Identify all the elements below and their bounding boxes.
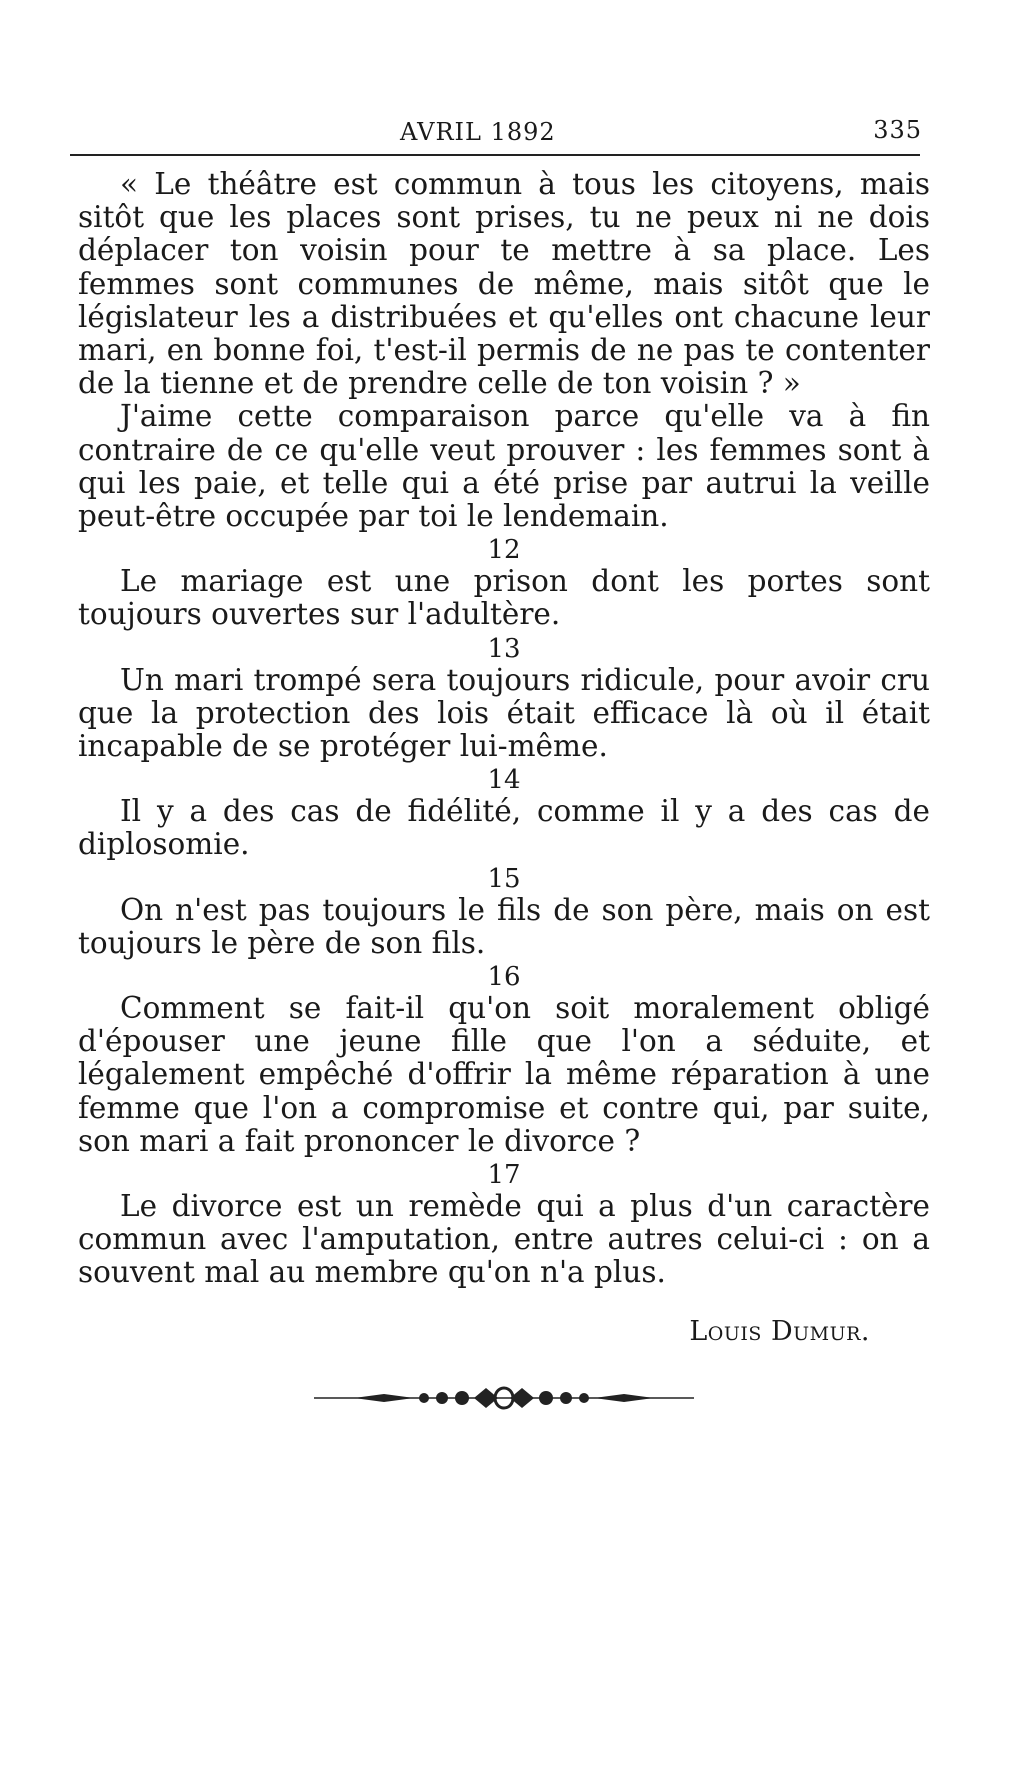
maxim-paragraph: Un mari trompé sera toujours ridicule, pour avoir cru que la protection des lois était efficace là où il était incapable de se protéger lui-même. bbox=[78, 662, 930, 764]
tailpiece-ornament-icon bbox=[314, 1382, 694, 1412]
maxim-number: 12 bbox=[487, 535, 521, 566]
comment-paragraph: J'aime cette comparaison parce qu'elle va à fin contraire de ce qu'elle veut prouver : les femmes sont à qui les paie, et telle qui a été prise par autrui la veille peut-être occupée par toi le lendemain. bbox=[78, 399, 930, 534]
maxim-paragraph: Le mariage est une prison dont les portes sont toujours ouvertes sur l'adultère. bbox=[78, 564, 930, 632]
maxim-number: 16 bbox=[487, 962, 521, 993]
page-body bbox=[78, 168, 930, 1290]
maxim-number: 14 bbox=[487, 765, 521, 796]
maxim-paragraph: Il y a des cas de fidélité, comme il y a des cas de diplosomie. bbox=[78, 794, 930, 862]
book-page bbox=[78, 110, 930, 1730]
maxim-paragraph: Le divorce est un remède qui a plus d'un caractère commun avec l'amputation, entre autres celui-ci : on a souvent mal au membre qu'on n'a plus. bbox=[78, 1189, 930, 1290]
author-signature: Louis Dumur. bbox=[689, 1315, 870, 1347]
maxim-number: 17 bbox=[487, 1160, 521, 1191]
maxim-number: 13 bbox=[487, 633, 521, 664]
maxim-number: 15 bbox=[487, 863, 521, 894]
page-number: 335 bbox=[873, 116, 922, 144]
running-head-title: AVRIL 1892 bbox=[400, 118, 556, 146]
maxim-paragraph: Comment se fait-il qu'on soit moralement obligé d'épouser une jeune fille que l'on a séduite, et légalement empêché d'offrir la même réparation à une femme que l'on a compromise et contre qui, par suite, son mari a fait prononcer le divorce ? bbox=[78, 991, 930, 1158]
maxim-paragraph: On n'est pas toujours le fils de son père, mais on est toujours le père de son fils. bbox=[78, 892, 930, 960]
quote-paragraph: « Le théâtre est commun à tous les citoyens, mais sitôt que les places sont prises, tu ne peux ni ne dois déplacer ton voisin pour te mettre à sa place. Les femmes sont communes de même, mais sitôt que le législateur les a distribuées et qu'elles ont chacune leur mari, en bonne foi, t'est-il permis de ne pas te contenter de la tienne et de prendre celle de ton voisin ? » bbox=[78, 167, 930, 401]
header-rule bbox=[70, 154, 920, 156]
running-head bbox=[78, 110, 930, 152]
